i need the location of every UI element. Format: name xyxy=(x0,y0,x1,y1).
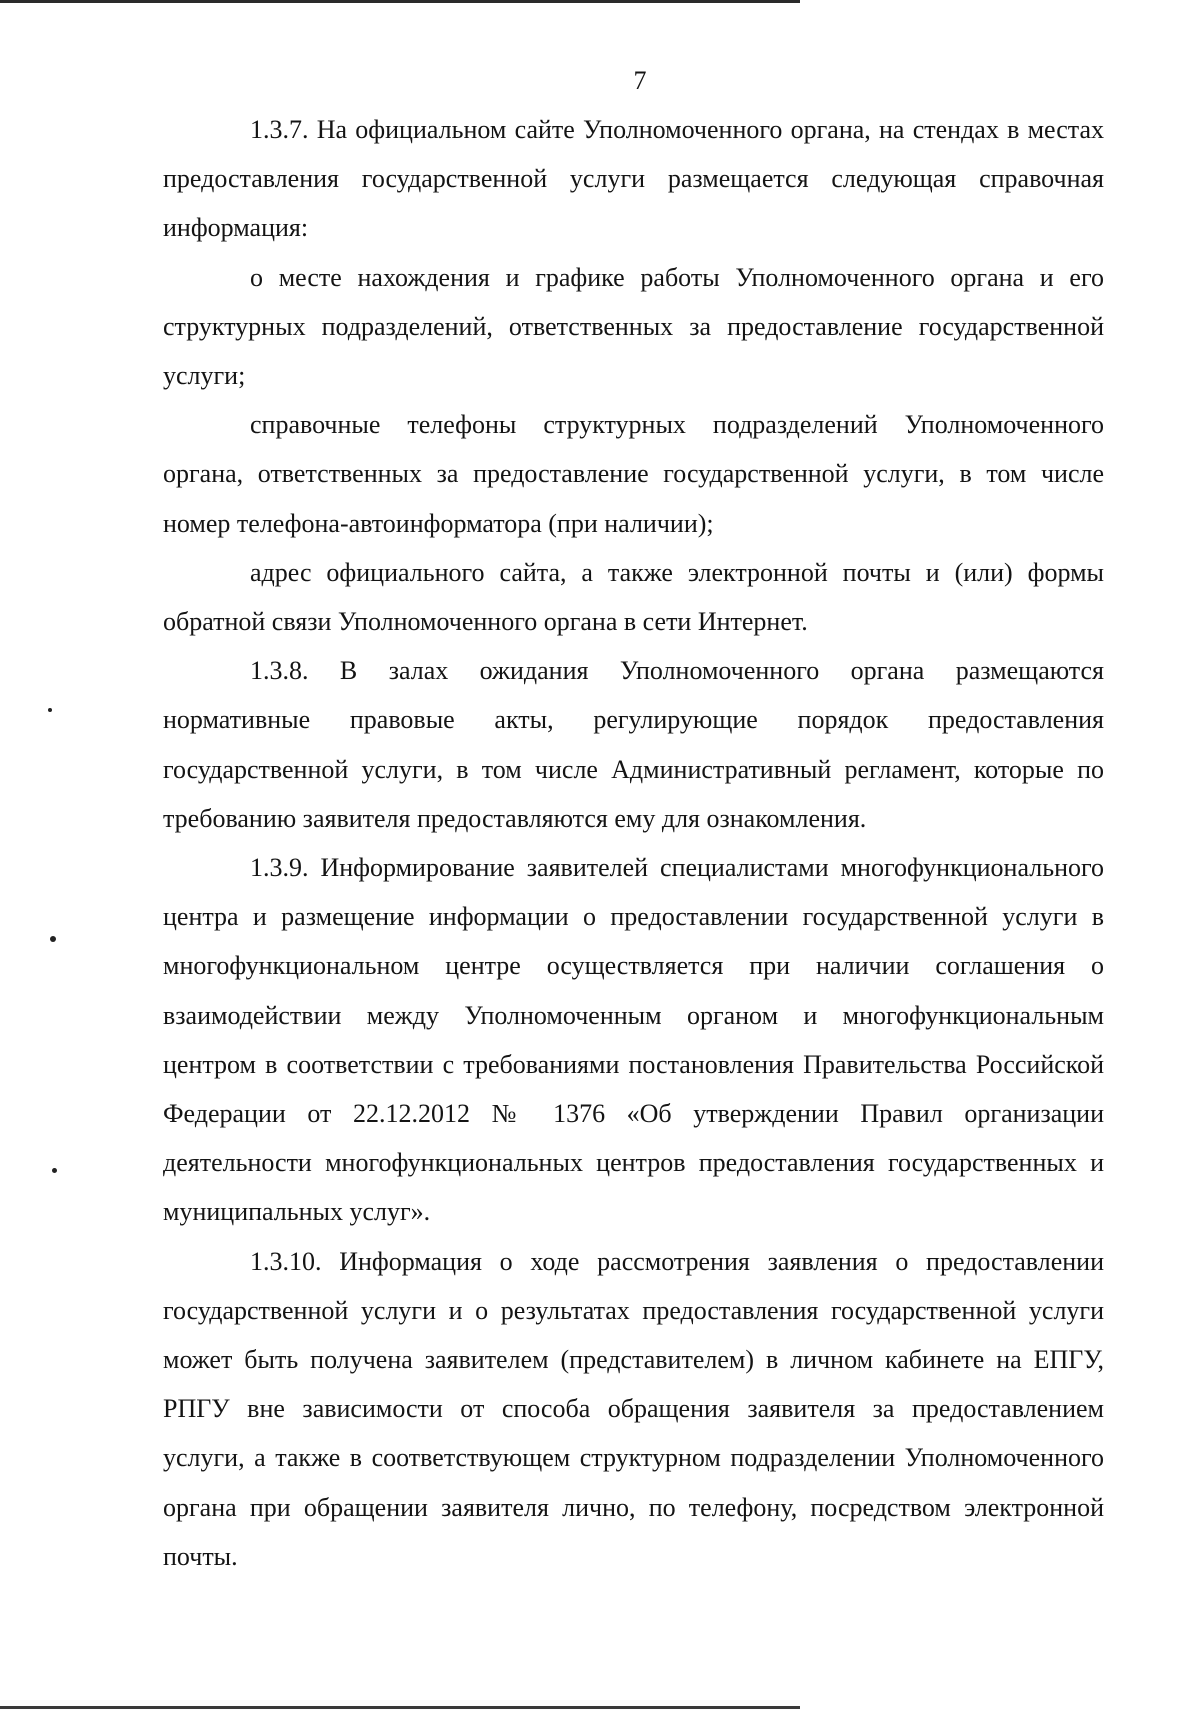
document-body xyxy=(163,105,1104,1581)
scan-edge-top xyxy=(0,0,800,3)
paragraph-1-3-8: 1.3.8. В залах ожидания Уполномоченного органа размещаются нормативные правовые акты, регулирующие порядок предоставления государственной услуги, в том числе Административный регламент, которые по требованию заявителя предоставляются ему для ознакомления. xyxy=(163,656,1104,833)
scan-speck xyxy=(52,1168,57,1173)
scan-edge-bottom xyxy=(0,1706,800,1709)
paragraph-location-schedule: о месте нахождения и графике работы Уполномоченного органа и его структурных подразделений, ответственных за предоставление государственной услуги; xyxy=(163,262,1104,391)
page-number: 7 xyxy=(633,66,647,95)
paragraph-1-3-7: 1.3.7. На официальном сайте Уполномоченного органа, на стендах в местах предоставления государственной услуги размещается следующая справочная информация: xyxy=(163,115,1104,243)
scan-speck xyxy=(48,708,52,712)
paragraph-1-3-9: 1.3.9. Информирование заявителей специалистами многофункционального центра и размещение информации о предоставлении государственной услуги в многофункциональном центре осуществляется при наличии соглашения о взаимодействии между Уполномоченным органом и многофункциональным центром в соответствии с требованиями постановления Правительства Российской Федерации от 22.12.2012 № 1376 «Об утверждении Правил организации деятельности многофункциональных центров предоставления государственных и муниципальных услуг». xyxy=(163,853,1104,1227)
paragraph-1-3-10: 1.3.10. Информация о ходе рассмотрения заявления о предоставлении государственной услуги и о результатах предоставления государственной услуги может быть получена заявителем (представителем) в личном кабинете на ЕПГУ, РПГУ вне зависимости от способа обращения заявителя за предоставлением услуги, а также в соответствующем структурном подразделении Уполномоченного органа при обращении заявителя лично, по телефону, посредством электронной почты. xyxy=(163,1246,1104,1571)
scan-speck xyxy=(50,936,56,942)
paragraph-reference-phones: справочные телефоны структурных подразделений Уполномоченного органа, ответственных за предоставление государственной услуги, в том числе номер телефона-автоинформатора (при наличии); xyxy=(163,410,1104,538)
paragraph-website-address: адрес официального сайта, а также электронной почты и (или) формы обратной связи Уполномоченного органа в сети Интернет. xyxy=(163,557,1104,637)
